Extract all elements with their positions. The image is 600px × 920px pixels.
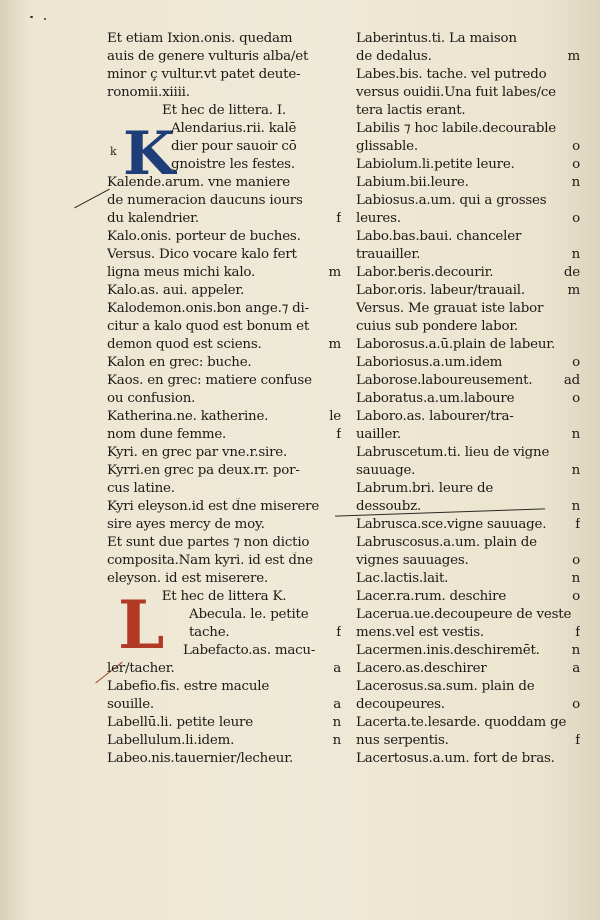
entry-text: Versus. Me grauat iste labor <box>356 301 544 316</box>
entry-text: Labeo.nis.tauernier/lecheur. <box>107 751 294 766</box>
gender-code: m <box>567 49 580 64</box>
text-line <box>356 660 580 678</box>
entry-text: Laberintus.ti. La maison <box>356 31 517 46</box>
entry-text: Lacerua.ue.decoupeure de veste <box>356 607 572 622</box>
entry-text: uailler. <box>356 427 401 442</box>
entry-text: Kaos. en grec: matiere confuse <box>107 373 312 388</box>
entry-text: ligna meus michi kalo. <box>107 265 256 280</box>
text-line <box>107 192 341 210</box>
gender-code: o <box>572 157 580 172</box>
gender-code: f <box>336 625 341 640</box>
right-column <box>356 30 580 768</box>
entry-text: mens.vel est vestis. <box>356 625 484 640</box>
text-line <box>356 462 580 480</box>
text-line <box>356 750 580 768</box>
entry-text: vignes sauuages. <box>356 553 469 568</box>
left-column <box>107 30 341 768</box>
entry-text: Laborose.laboureusement. <box>356 373 533 388</box>
text-line <box>356 318 580 336</box>
entry-text: demon quod est sciens. <box>107 337 262 352</box>
entry-text: sire ayes mercy de moy. <box>107 517 265 532</box>
gender-code: o <box>572 391 580 406</box>
entry-text: Kyrri.en grec pa deux.rr. por- <box>107 463 300 478</box>
text-line <box>356 480 580 498</box>
entry-text: glissable. <box>356 139 418 154</box>
text-line <box>107 138 341 156</box>
text-line <box>107 588 341 606</box>
text-line <box>107 84 341 102</box>
entry-text: Labruscetum.ti. lieu de vigne <box>356 445 550 460</box>
text-line <box>356 246 580 264</box>
gender-code: m <box>567 283 580 298</box>
text-line <box>356 120 580 138</box>
entry-text: Labilis ⁊ hoc labile.decourable <box>356 121 557 136</box>
entry-text: Labruscosus.a.um. plain de <box>356 535 537 550</box>
entry-text: Alendarius.rii. kalē <box>171 121 297 136</box>
pen-stroke <box>74 189 110 209</box>
text-line <box>107 498 341 516</box>
text-line <box>356 228 580 246</box>
text-line <box>107 480 341 498</box>
text-line <box>356 66 580 84</box>
text-line <box>356 642 580 660</box>
entry-text: minor ç vultur.vt patet deute- <box>107 67 301 82</box>
entry-text: Labium.bii.leure. <box>356 175 469 190</box>
text-line <box>356 570 580 588</box>
text-line <box>107 336 341 354</box>
text-line <box>356 516 580 534</box>
entry-text: Kalo.onis. porteur de buches. <box>107 229 301 244</box>
gender-code: le <box>329 409 341 424</box>
text-line <box>107 120 341 138</box>
text-line <box>107 516 341 534</box>
entry-text: Lacer.ra.rum. deschire <box>356 589 507 604</box>
text-line <box>107 462 341 480</box>
gender-code: a <box>572 661 580 676</box>
entry-text: Labrum.bri. leure de <box>356 481 494 496</box>
text-line <box>356 408 580 426</box>
text-line <box>107 282 341 300</box>
text-line <box>356 732 580 750</box>
gender-code: ad <box>563 373 580 388</box>
text-line <box>356 534 580 552</box>
entry-text: ronomii.xiiii. <box>107 85 190 100</box>
gender-code: f <box>575 733 580 748</box>
gender-code: de <box>563 265 580 280</box>
entry-text: Lacerta.te.lesarde. quoddam ge <box>356 715 567 730</box>
entry-text: Et sunt due partes ⁊ non dictio <box>107 535 310 550</box>
text-line <box>107 264 341 282</box>
text-line <box>356 426 580 444</box>
gender-code: a <box>333 661 341 676</box>
entry-text: Labiolum.li.petite leure. <box>356 157 515 172</box>
gender-code: n <box>571 463 580 478</box>
text-line <box>107 372 341 390</box>
text-line <box>107 750 341 768</box>
text-line <box>107 624 341 642</box>
entry-text: Et hec de littera. I. <box>162 103 286 118</box>
text-line <box>356 336 580 354</box>
text-line <box>356 210 580 228</box>
entry-text: ou confusion. <box>107 391 196 406</box>
text-line <box>107 300 341 318</box>
entry-text: Kyri eleyson.id est d̃ne miserere <box>107 499 320 514</box>
text-line <box>107 534 341 552</box>
text-line <box>107 678 341 696</box>
entry-text: Laborosus.a.ū.plain de labeur. <box>356 337 556 352</box>
entry-text: Lac.lactis.lait. <box>356 571 449 586</box>
entry-text: composita.Nam kyri. id est d̃ne <box>107 553 313 568</box>
entry-text: Et hec de littera K. <box>161 589 287 604</box>
entry-text: versus ouidii.Una fuit labes/ce <box>356 85 556 100</box>
entry-text: Labefacto.as. macu- <box>183 643 316 658</box>
text-line <box>107 444 341 462</box>
entry-text: dier pour sauoir cō <box>171 139 297 154</box>
text-line <box>356 678 580 696</box>
text-line <box>356 624 580 642</box>
text-line <box>356 174 580 192</box>
text-line <box>356 372 580 390</box>
text-line <box>107 228 341 246</box>
gender-code: a <box>333 697 341 712</box>
text-line <box>107 426 341 444</box>
text-line <box>356 696 580 714</box>
text-line <box>107 354 341 372</box>
entry-text: du kalendrier. <box>107 211 199 226</box>
text-line <box>356 552 580 570</box>
entry-text: Katherina.ne. katherine. <box>107 409 269 424</box>
entry-text: Labor.beris.decourir. <box>356 265 494 280</box>
entry-text: Versus. Dico vocare kalo fert <box>107 247 297 262</box>
text-line <box>107 696 341 714</box>
text-line <box>356 84 580 102</box>
text-line <box>107 66 341 84</box>
text-line <box>356 156 580 174</box>
entry-text: de numeracion daucuns iours <box>107 193 303 208</box>
entry-text: Et etiam Ixion.onis. quedam <box>107 31 293 46</box>
text-line <box>107 246 341 264</box>
text-line <box>356 192 580 210</box>
text-line <box>356 390 580 408</box>
entry-text: sauuage. <box>356 463 416 478</box>
text-line <box>356 498 580 516</box>
entry-text: eleyson. id est miserere. <box>107 571 268 586</box>
entry-text: Kalo.as. aui. appeler. <box>107 283 245 298</box>
gender-code: n <box>571 571 580 586</box>
entry-text: nom dune femme. <box>107 427 227 442</box>
gender-code: o <box>572 589 580 604</box>
entry-text: Lacerosus.sa.sum. plain de <box>356 679 535 694</box>
entry-text: tache. <box>189 625 230 640</box>
text-line <box>356 444 580 462</box>
text-line <box>356 714 580 732</box>
gender-code: f <box>336 427 341 442</box>
text-line <box>107 642 341 660</box>
text-line <box>107 318 341 336</box>
text-line <box>356 354 580 372</box>
entry-text: Kalon en grec: buche. <box>107 355 252 370</box>
gender-code: o <box>572 211 580 226</box>
text-line <box>107 174 341 192</box>
entry-text: de dedalus. <box>356 49 432 64</box>
text-line <box>107 714 341 732</box>
text-line <box>107 570 341 588</box>
gender-code: o <box>572 355 580 370</box>
entry-text: souille. <box>107 697 154 712</box>
entry-text: Labes.bis. tache. vel putredo <box>356 67 547 82</box>
entry-text: Laboratus.a.um.laboure <box>356 391 515 406</box>
gender-code: o <box>572 139 580 154</box>
text-line <box>356 102 580 120</box>
gender-code: n <box>571 175 580 190</box>
entry-text: Kalodemon.onis.bon ange.⁊ di- <box>107 301 309 316</box>
ink-speck <box>44 18 46 20</box>
entry-text: leures. <box>356 211 401 226</box>
entry-text: Abecula. le. petite <box>189 607 309 622</box>
entry-text: tera lactis erant. <box>356 103 466 118</box>
entry-text: Laboriosus.a.um.idem <box>356 355 503 370</box>
entry-text: Labrusca.sce.vigne sauuage. <box>356 517 547 532</box>
text-line <box>107 660 341 678</box>
gender-code: f <box>575 625 580 640</box>
text-line <box>107 210 341 228</box>
entry-text: Laboro.as. labourer/tra- <box>356 409 514 424</box>
text-line <box>356 606 580 624</box>
entry-text: Labellū.li. petite leure <box>107 715 253 730</box>
gender-code: f <box>575 517 580 532</box>
text-line <box>356 282 580 300</box>
gender-code: n <box>571 427 580 442</box>
entry-text: nus serpentis. <box>356 733 449 748</box>
entry-text: cuius sub pondere labor. <box>356 319 519 334</box>
decorated-initial-l: L <box>118 586 165 664</box>
entry-text: Labiosus.a.um. qui a grosses <box>356 193 547 208</box>
entry-text: cus latine. <box>107 481 175 496</box>
entry-text: dessoubz. <box>356 499 422 514</box>
gender-code: f <box>336 211 341 226</box>
entry-text: Labo.bas.baui. chanceler <box>356 229 522 244</box>
gender-code: n <box>571 247 580 262</box>
entry-text: Kalende.arum. vne maniere <box>107 175 290 190</box>
text-line <box>107 102 341 120</box>
text-line <box>356 264 580 282</box>
guide-letter-k: k <box>110 145 117 158</box>
text-line <box>356 138 580 156</box>
text-line <box>356 30 580 48</box>
text-line <box>356 588 580 606</box>
entry-text: auis de genere vulturis alba/et <box>107 49 309 64</box>
gender-code: n <box>571 643 580 658</box>
text-line <box>107 408 341 426</box>
entry-text: gnoistre les festes. <box>171 157 295 172</box>
ink-speck <box>30 16 33 18</box>
decorated-initial-k: K <box>123 119 176 189</box>
text-line <box>107 30 341 48</box>
gender-code: n <box>332 733 341 748</box>
text-line <box>107 732 341 750</box>
gender-code: n <box>571 499 580 514</box>
entry-text: Lacertosus.a.um. fort de bras. <box>356 751 555 766</box>
entry-text: ler/tacher. <box>107 661 175 676</box>
entry-text: trauailler. <box>356 247 421 262</box>
text-line <box>107 390 341 408</box>
gender-code: n <box>332 715 341 730</box>
entry-text: Lacermen.inis.deschiremēt. <box>356 643 540 658</box>
text-line <box>107 48 341 66</box>
entry-text: Labefio.fis. estre macule <box>107 679 270 694</box>
entry-text: Labor.oris. labeur/trauail. <box>356 283 525 298</box>
text-line <box>356 300 580 318</box>
gender-code: m <box>328 337 341 352</box>
text-line <box>356 48 580 66</box>
entry-text: Lacero.as.deschirer <box>356 661 487 676</box>
entry-text: decoupeures. <box>356 697 445 712</box>
entry-text: citur a kalo quod est bonum et <box>107 319 310 334</box>
gender-code: o <box>572 553 580 568</box>
gender-code: o <box>572 697 580 712</box>
text-line <box>107 156 341 174</box>
entry-text: Kyri. en grec par vne.r.sire. <box>107 445 288 460</box>
entry-text: Labellulum.li.idem. <box>107 733 235 748</box>
text-line <box>107 552 341 570</box>
gender-code: m <box>328 265 341 280</box>
text-line <box>107 606 341 624</box>
